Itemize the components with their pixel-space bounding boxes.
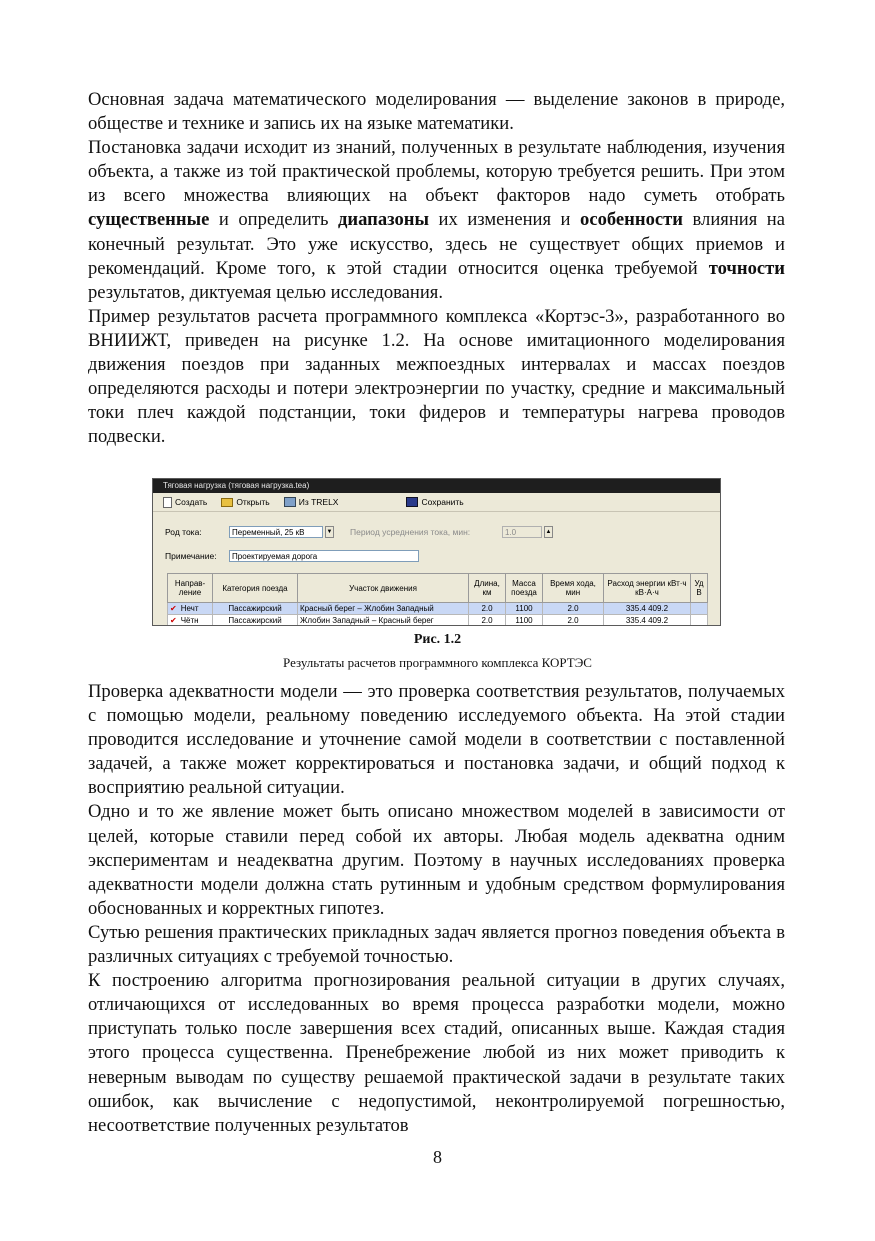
figure-window bbox=[152, 478, 721, 626]
category-cell: Пассажирский bbox=[213, 615, 298, 627]
paragraph-4: Проверка адекватности модели — это проверка соответствия результатов, получаемых с помощью модели, реальному поведению исследуемого объекта. На этой стадии проводится исследование и уточнение самой модели в соответствии с поставленной задачей, а также может корректироваться и постановка задачи, и общий подход к восприятию реальной ситуации. bbox=[88, 681, 785, 799]
import-icon bbox=[284, 497, 296, 507]
table-header bbox=[168, 574, 708, 603]
results-table bbox=[167, 573, 708, 626]
period-input[interactable]: 1.0 bbox=[502, 526, 542, 538]
current-select[interactable]: Переменный, 25 кВ bbox=[229, 526, 323, 538]
term-features: особенности bbox=[580, 209, 683, 231]
spinner-icon[interactable]: ▲ bbox=[544, 526, 553, 538]
paragraph-1-text: Основная задача математического моделирования — выделение законов в природе, обществе и технике и запись их на языке математики. bbox=[88, 89, 785, 135]
length-cell: 2.0 bbox=[469, 603, 506, 615]
current-label: Род тока: bbox=[165, 527, 202, 537]
direction-cell bbox=[168, 615, 213, 627]
specific-cell bbox=[691, 615, 708, 627]
p2-part: Постановка задачи исходит из знаний, полученных в результате наблюдения, изучения объекта, а также из той практической проблемы, которую требуется решить. При этом из всего множества влияющих на объект факторов надо суметь отобрать bbox=[88, 137, 785, 207]
energy-cell: 335.4 409.2 bbox=[604, 603, 691, 615]
time-cell: 2.0 bbox=[543, 603, 604, 615]
create-button[interactable] bbox=[163, 497, 207, 508]
paragraph-1 bbox=[88, 88, 785, 136]
col-energy[interactable]: Расход энергии кВт·ч кВ·А·ч bbox=[604, 574, 691, 603]
period-label: Период усреднения тока, мин: bbox=[350, 527, 471, 537]
toolbar bbox=[153, 493, 720, 512]
category-cell: Пассажирский bbox=[213, 603, 298, 615]
col-direction[interactable]: Направ-ление bbox=[168, 574, 213, 603]
mass-cell: 1100 bbox=[506, 615, 543, 627]
term-accuracy: точности bbox=[708, 257, 785, 279]
checkmark-icon[interactable]: ✔ bbox=[170, 604, 177, 613]
paragraph-2 bbox=[88, 136, 785, 305]
table-row[interactable] bbox=[168, 615, 708, 627]
time-cell: 2.0 bbox=[543, 615, 604, 627]
term-ranges: диапазоны bbox=[337, 209, 430, 231]
energy-cell: 335.4 409.2 bbox=[604, 615, 691, 627]
floppy-disk-icon bbox=[406, 497, 418, 507]
body-text-continued bbox=[88, 680, 785, 1138]
mass-cell: 1100 bbox=[506, 603, 543, 615]
paragraph-6: Сутью решения практических прикладных задач является прогноз поведения объекта в различных ситуациях с требуемой точностью. bbox=[88, 921, 785, 968]
section-cell: Жлобин Западный – Красный берег bbox=[298, 615, 469, 627]
save-button[interactable] bbox=[406, 497, 463, 507]
direction-value: Нечт bbox=[180, 604, 199, 613]
current-row bbox=[165, 526, 553, 538]
p2-part: влияния на конечный результат. Это уже искусство, здесь не существует общих приемов и рекомендаций. Кроме того, к этой стадии относится оценка требуемой bbox=[88, 209, 786, 279]
figure-number: Рис. 1.2 bbox=[413, 632, 462, 647]
p2-part: результатов, диктуемая целью исследования. bbox=[88, 281, 444, 303]
body-text bbox=[88, 88, 785, 449]
col-length[interactable]: Длина, км bbox=[469, 574, 506, 603]
page-number: 8 bbox=[433, 1147, 442, 1167]
window-title: Тяговая нагрузка (тяговая нагрузка.tea) bbox=[153, 479, 720, 493]
col-section[interactable]: Участок движения bbox=[298, 574, 469, 603]
import-trelx-button[interactable] bbox=[284, 497, 339, 507]
save-label: Сохранить bbox=[421, 497, 464, 507]
create-label: Создать bbox=[175, 497, 208, 507]
paragraph-3: Пример результатов расчета программного комплекса «Кортэс-3», разработанного во ВНИИЖТ, приведен на рисунке 1.2. На основе имитационного моделирования движения поездов при заданных межпоездных интервалах и массах поездов определяются расходы и потери электроэнергии по участку, средние и максимальный токи плеч каждой подстанции, токи фидеров и температуры нагрева проводов подвески. bbox=[88, 305, 785, 448]
note-label: Примечание: bbox=[165, 551, 217, 561]
p2-part: их изменения и bbox=[429, 209, 581, 231]
p2-part: и определить bbox=[209, 209, 338, 231]
open-label: Открыть bbox=[236, 497, 270, 507]
note-row bbox=[165, 550, 419, 562]
folder-open-icon bbox=[221, 498, 233, 507]
direction-value: Чётн bbox=[180, 616, 199, 625]
new-file-icon bbox=[163, 497, 172, 508]
col-mass[interactable]: Масса поезда bbox=[506, 574, 543, 603]
direction-cell bbox=[168, 603, 213, 615]
col-category[interactable]: Категория поезда bbox=[213, 574, 298, 603]
note-input[interactable]: Проектируемая дорога bbox=[229, 550, 419, 562]
paragraph-5: Одно и то же явление может быть описано множеством моделей в зависимости от целей, которые ставили перед собой их авторы. Любая модель адекватна одним экспериментам и неадекватна другим. Поэтому в научных исследованиях проверка адекватности модели должна стать рутинным и удобным средством формулирования обоснованных и корректных гипотез. bbox=[88, 801, 785, 919]
col-specific[interactable]: Уд В bbox=[691, 574, 708, 603]
figure-caption: Результаты расчетов программного комплекса КОРТЭС bbox=[283, 655, 592, 670]
open-button[interactable] bbox=[221, 497, 269, 507]
term-essential: существенные bbox=[88, 209, 210, 231]
col-time[interactable]: Время хода, мин bbox=[543, 574, 604, 603]
section-cell: Красный берег – Жлобин Западный bbox=[298, 603, 469, 615]
paragraph-7: К построению алгоритма прогнозирования реальной ситуации в других случаях, отличающихся от исследованных во время процесса разработки модели, можно приступать только после завершения всех стадий, описанных выше. Каждая стадия этого процесса существенна. Пренебрежение любой из них может приводить к неверным выводам по существу решаемой практической задачи в результате таких ошибок, как вычисление с недопустимой, неконтролируемой погрешностью, несоответствие полученных результатов bbox=[88, 970, 785, 1136]
checkmark-icon[interactable]: ✔ bbox=[170, 616, 177, 625]
specific-cell bbox=[691, 603, 708, 615]
import-label: Из TRELX bbox=[298, 497, 339, 507]
chevron-down-icon[interactable]: ▼ bbox=[325, 526, 334, 538]
table-row[interactable] bbox=[168, 603, 708, 615]
length-cell: 2.0 bbox=[469, 615, 506, 627]
